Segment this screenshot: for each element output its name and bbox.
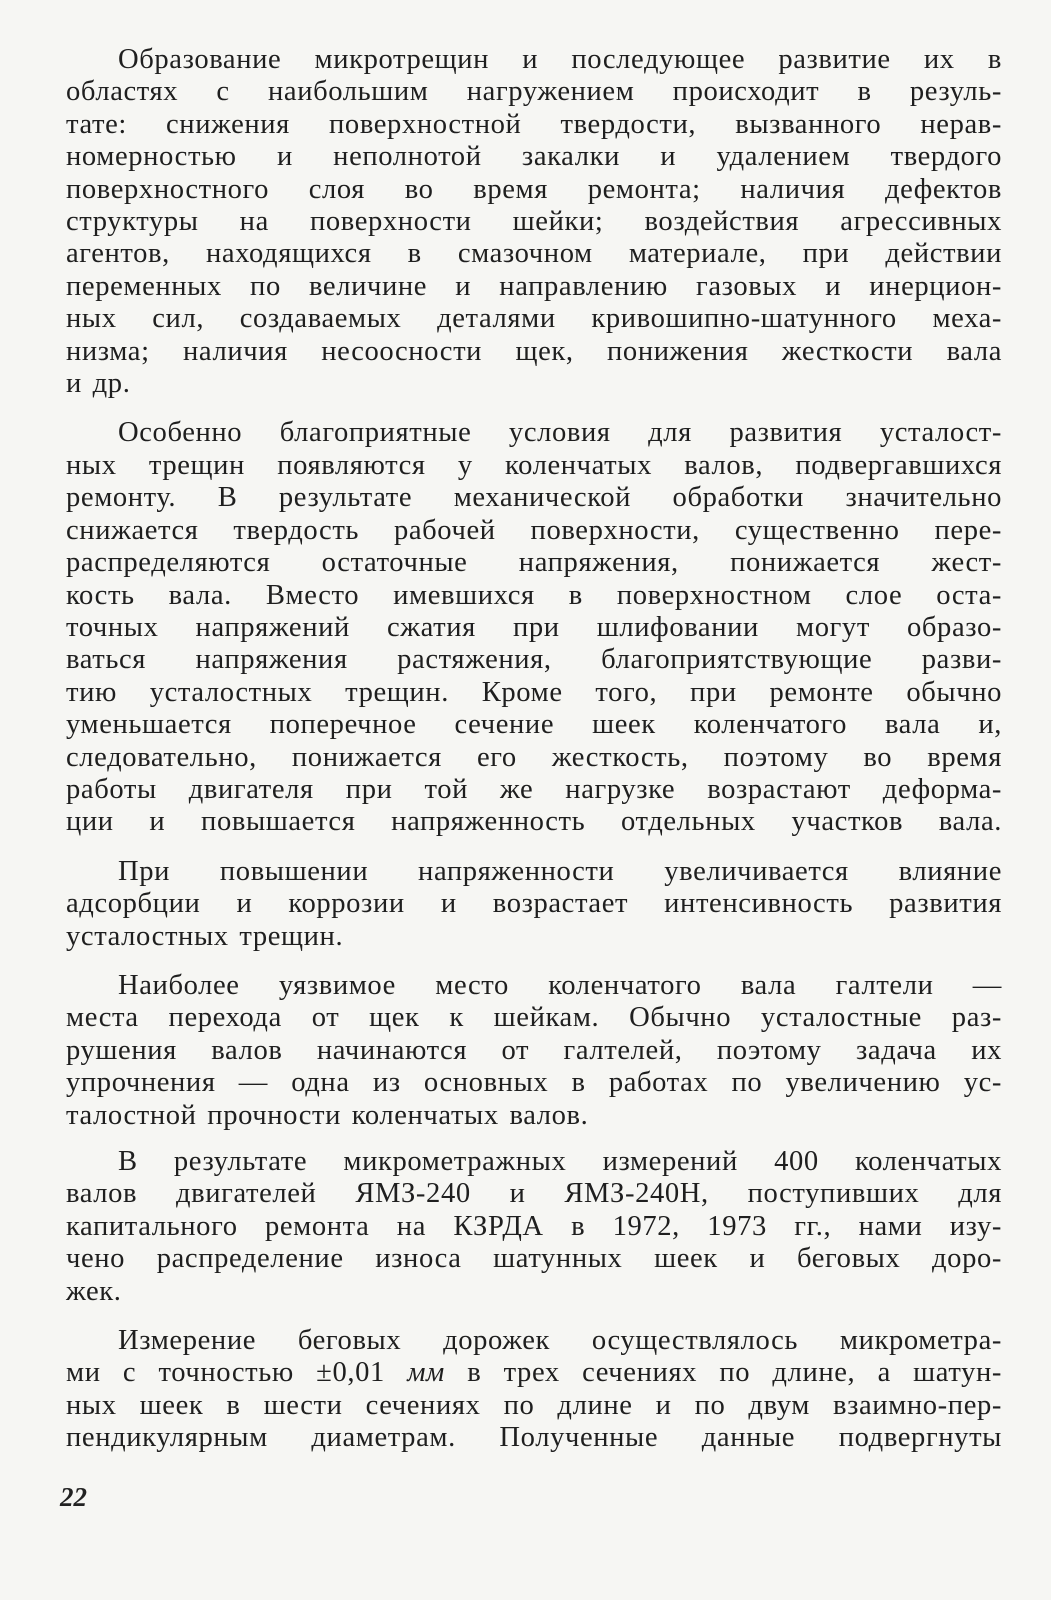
text-line: рушения валов начинаются от галтелей, поэтому задача их (66, 1034, 1002, 1066)
text-line: Образование микротрещин и последующее развитие их в (118, 44, 1002, 75)
text-line: места перехода от щек к шейкам. Обычно усталостные раз- (66, 1002, 1002, 1034)
text-line: При повышении напряженности увеличивается влияние (118, 855, 1002, 887)
text-line: пендикулярным диаметрам. Полученные данные подвергнуты (66, 1422, 1002, 1454)
paragraph-6 (66, 1325, 1002, 1455)
text-line: областях с наибольшим нагружением происходит в резуль- (66, 76, 1002, 108)
text-line: усталостных трещин. (66, 920, 344, 952)
text-line: тию усталостных трещин. Кроме того, при ремонте обычно (66, 676, 1002, 708)
paragraph-5 (66, 1146, 1002, 1308)
text-line: работы двигателя при той же нагрузке возрастают деформа- (66, 773, 1002, 805)
text-line: капитального ремонта на КЗРДА в 1972, 1973 гг., нами изу- (66, 1210, 1002, 1242)
text-line: агентов, находящихся в смазочном материале, при действии (66, 238, 1002, 270)
text-line: ремонту. В результате механической обработки значительно (66, 482, 1002, 514)
page-number: 22 (60, 1482, 87, 1512)
text-line: переменных по величине и направлению газовых и инерцион- (66, 270, 1002, 302)
text-line: Измерение беговых дорожек осуществлялось микрометра- (118, 1325, 1002, 1357)
text-line: поверхностного слоя во время ремонта; наличия дефектов (66, 173, 1002, 205)
text-line: жек. (66, 1275, 122, 1307)
text-line: низма; наличия несоосности щек, понижения жесткости вала (66, 335, 1002, 367)
text-line: Особенно благоприятные условия для развития усталост- (118, 417, 1002, 449)
text-line: ции и повышается напряженность отдельных участков вала. (66, 806, 1002, 838)
text-line: кость вала. Вместо имевшихся в поверхностном слое оста- (66, 579, 1002, 611)
text-line: Наиболее уязвимое место коленчатого вала галтели — (118, 969, 1002, 1001)
page-body (66, 44, 1002, 1455)
text-line: уменьшается поперечное сечение шеек коленчатого вала и, (66, 709, 1002, 741)
text-line: следовательно, понижается его жесткость, поэтому во время (66, 741, 1002, 773)
paragraph-2 (66, 417, 1002, 838)
text-line: точных напряжений сжатия при шлифовании могут образо- (66, 611, 1002, 643)
text-line: ных трещин появляются у коленчатых валов, подвергавшихся (66, 449, 1002, 481)
paragraph-3 (66, 856, 1002, 953)
text-line: распределяются остаточные напряжения, понижается жест- (66, 547, 1002, 579)
text-line: талостной прочности коленчатых валов. (66, 1099, 589, 1131)
text-line: снижается твердость рабочей поверхности, существенно пере- (66, 514, 1002, 546)
paragraph-4 (66, 970, 1002, 1132)
text-line: ми с точностью ±0,01 мм в трех сечениях по длине, а шатун- (66, 1357, 1002, 1389)
text-line: тате: снижения поверхностной твердости, вызванного нерав- (66, 108, 1002, 140)
text-line: ваться напряжения растяжения, благоприятствующие разви- (66, 644, 1002, 676)
text-line: В результате микрометражных измерений 400 коленчатых (118, 1146, 1002, 1177)
text-line: упрочнения — одна из основных в работах по увеличению ус- (66, 1067, 1002, 1099)
text-line: ных шеек в шести сечениях по длине и по двум взаимно-пер- (66, 1389, 1002, 1421)
text-line: чено распределение износа шатунных шеек и беговых доро- (66, 1243, 1002, 1275)
text-line: и др. (66, 368, 131, 400)
text-line: адсорбции и коррозии и возрастает интенсивность развития (66, 888, 1002, 920)
text-line: номерностью и неполнотой закалки и удалением твердого (66, 141, 1002, 173)
text-line: ных сил, создаваемых деталями кривошипно-шатунного меха- (66, 303, 1002, 335)
text-line: валов двигателей ЯМЗ-240 и ЯМЗ-240Н, поступивших для (66, 1178, 1002, 1210)
paragraph-1 (66, 44, 1002, 400)
text-line: структуры на поверхности шейки; воздействия агрессивных (66, 206, 1002, 238)
